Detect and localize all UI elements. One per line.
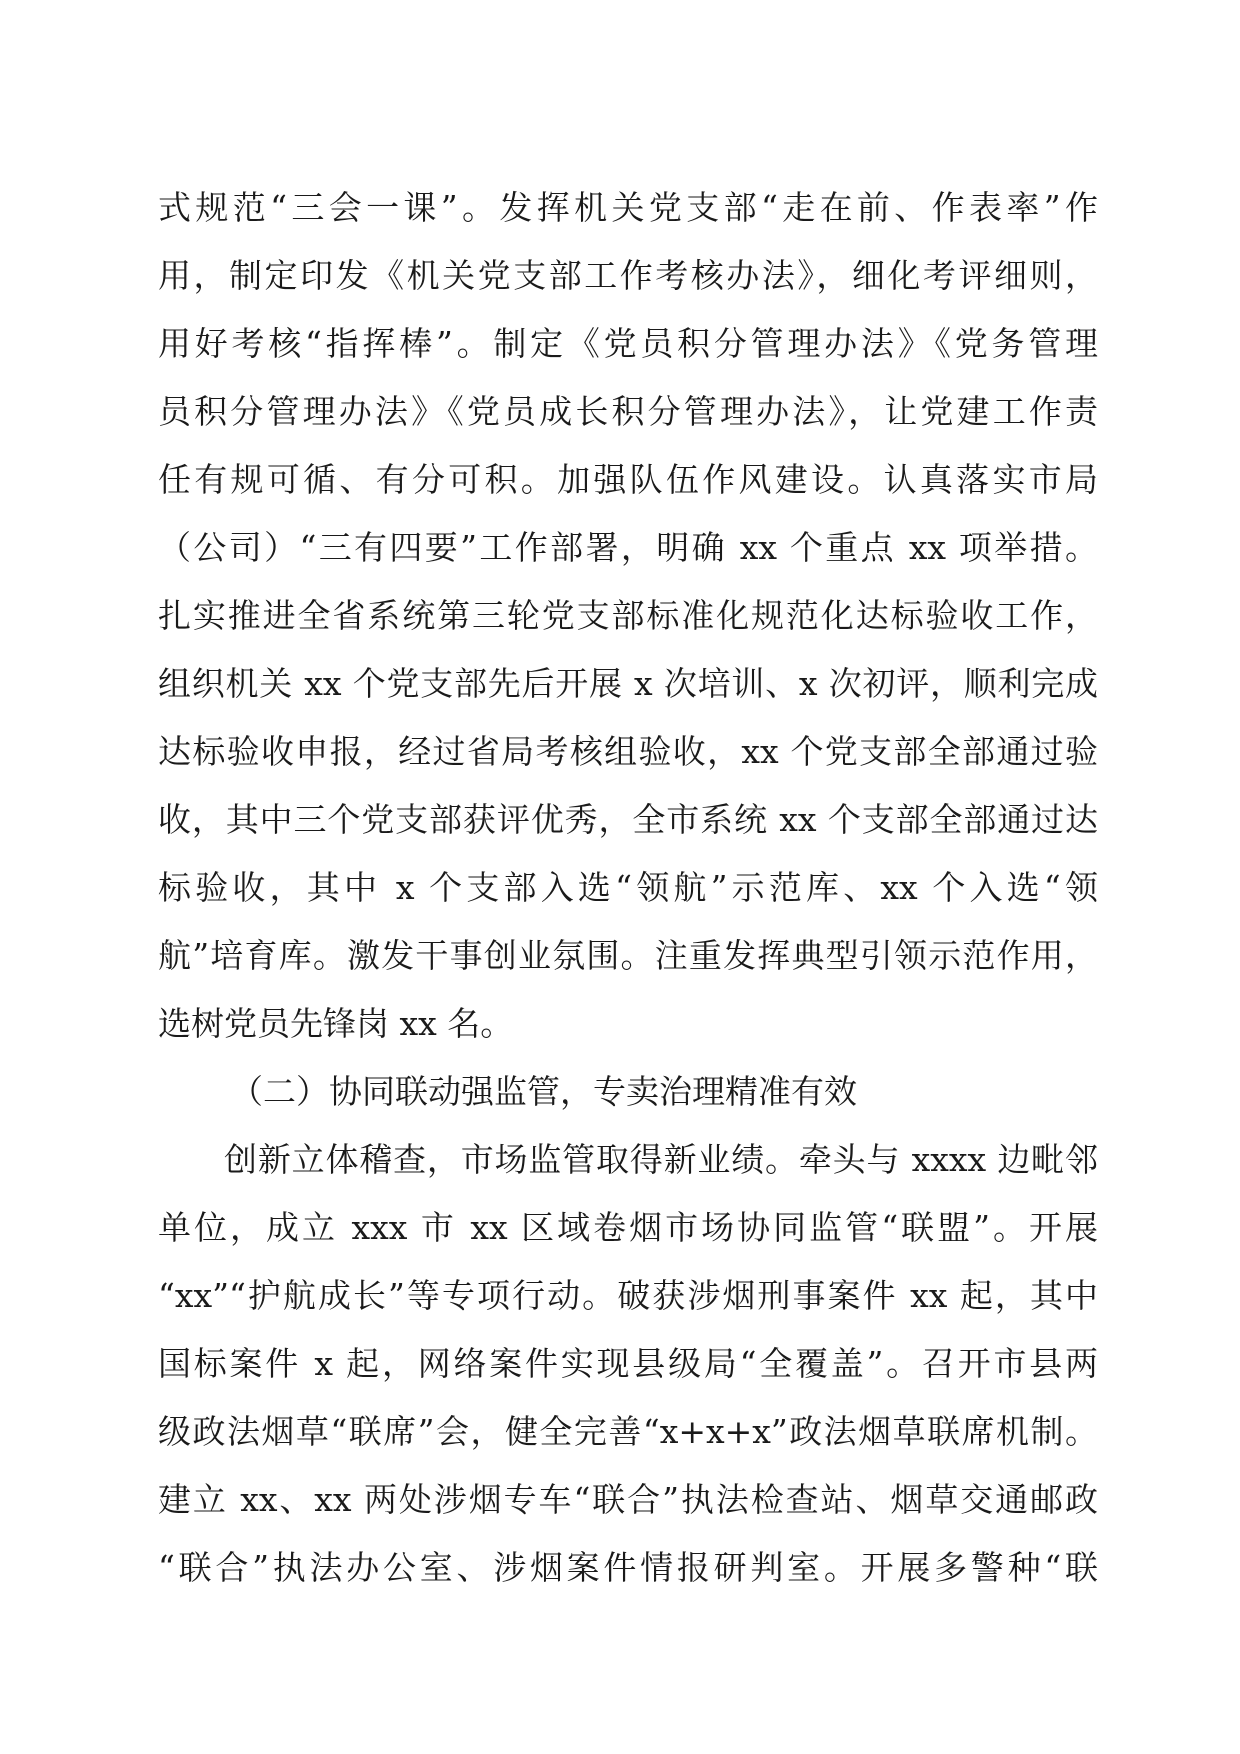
text-line-1: 式规范“三会一课”。发挥机关党支部“走在前、作表率”作 [158,188,1098,227]
text-line-17: “xx”“护航成长”等专项行动。破获涉烟刑事案件 xx 起，其中 [158,1276,1098,1315]
text-line-8: 组织机关 xx 个党支部先后开展 x 次培训、x 次初评，顺利完成 [158,664,1098,703]
text-line-11: 标验收，其中 x 个支部入选“领航”示范库、xx 个入选“领 [158,868,1098,907]
text-line-2: 用，制定印发《机关党支部工作考核办法》，细化考评细则， [158,256,1098,295]
text-line-7: 扎实推进全省系统第三轮党支部标准化规范化达标验收工作， [158,596,1098,635]
text-line-9: 达标验收申报，经过省局考核组验收，xx 个党支部全部通过验 [158,732,1098,771]
text-line-5: 任有规可循、有分可积。加强队伍作风建设。认真落实市局 [158,460,1098,499]
text-line-4: 员积分管理办法》《党员成长积分管理办法》，让党建工作责 [158,392,1098,431]
text-line-15: 创新立体稽查，市场监管取得新业绩。牵头与 xxxx 边毗邻 [224,1140,1098,1179]
text-line-10: 收，其中三个党支部获评优秀，全市系统 xx 个支部全部通过达 [158,800,1098,839]
text-line-13: 选树党员先锋岗 xx 名。 [158,1004,514,1043]
text-line-6: （公司）“三有四要”工作部署，明确 xx 个重点 xx 项举措。 [158,528,1098,567]
text-line-19: 级政法烟草“联席”会，健全完善“x+x+x”政法烟草联席机制。 [158,1412,1098,1451]
section-heading: （二）协同联动强监管，专卖治理精准有效 [230,1072,857,1111]
text-line-12: 航”培育库。激发干事创业氛围。注重发挥典型引领示范作用， [158,936,1098,975]
text-line-20: 建立 xx、xx 两处涉烟专车“联合”执法检查站、烟草交通邮政 [158,1480,1098,1519]
text-line-18: 国标案件 x 起，网络案件实现县级局“全覆盖”。召开市县两 [158,1344,1098,1383]
text-line-16: 单位，成立 xxx 市 xx 区域卷烟市场协同监管“联盟”。开展 [158,1208,1098,1247]
document-body [158,186,1098,1614]
text-line-3: 用好考核“指挥棒”。制定《党员积分管理办法》《党务管理 [158,324,1098,363]
text-line-21: “联合”执法办公室、涉烟案件情报研判室。开展多警种“联 [158,1548,1098,1587]
